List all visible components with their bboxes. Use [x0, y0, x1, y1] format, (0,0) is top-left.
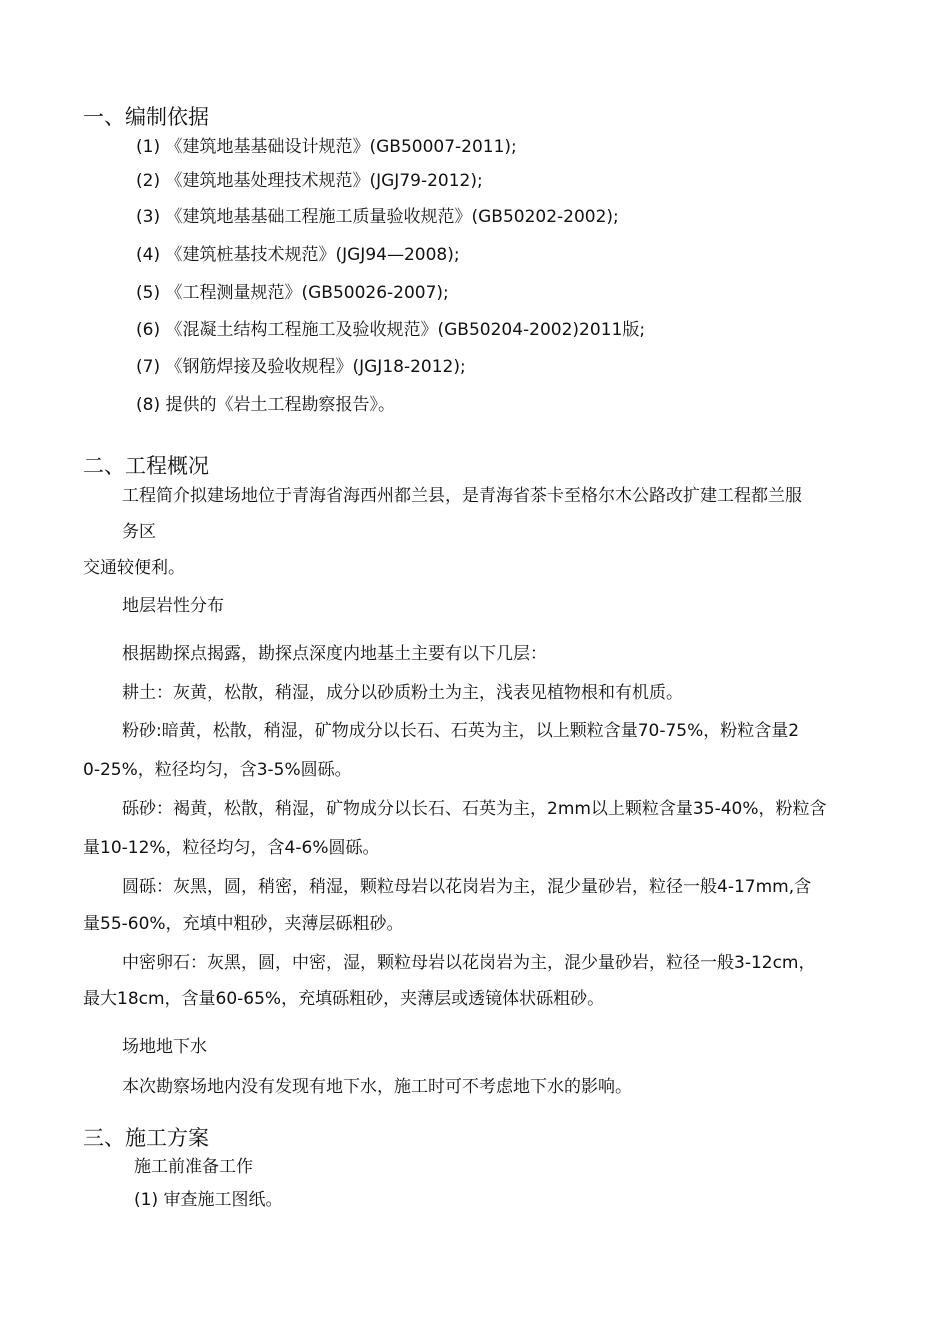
reference-item-6: (6) 《混凝土结构工程施工及验收规范》(GB50204-2002)2011版; [136, 320, 646, 340]
round-gravel-line2: 量55-60%，充填中粗砂，夹薄层砾粗砂。 [83, 914, 404, 934]
reference-item-7: (7) 《钢筋焊接及验收规程》(JGJ18-2012); [136, 357, 466, 377]
strata-heading: 地层岩性分布 [122, 596, 224, 616]
soil-tillage: 耕土：灰黄，松散，稍湿，成分以砂质粉土为主，浅表见植物根和有机质。 [122, 683, 683, 703]
groundwater-heading: 场地地下水 [122, 1037, 207, 1057]
reference-item-3: (3) 《建筑地基基础工程施工质量验收规范》(GB50202-2002); [136, 207, 619, 227]
project-intro-line2: 务区 [122, 522, 156, 542]
reference-item-5: (5) 《工程测量规范》(GB50026-2007); [136, 283, 449, 303]
prep-item-1: (1) 审查施工图纸。 [134, 1190, 283, 1210]
groundwater-text: 本次勘察场地内没有发现有地下水，施工时可不考虑地下水的影响。 [122, 1077, 632, 1097]
prep-heading: 施工前准备工作 [134, 1157, 253, 1177]
gravel-sand-line1: 砾砂：褐黄，松散，稍湿，矿物成分以长石、石英为主，2mm以上颗粒含量35-40%，粉粒含 [122, 799, 827, 819]
reference-item-2: (2) 《建筑地基处理技术规范》(JGJ79-2012); [136, 171, 483, 191]
reference-item-1: (1) 《建筑地基基础设计规范》(GB50007-2011); [136, 137, 517, 157]
section-2-title: 二、工程概况 [83, 454, 209, 478]
reference-item-4: (4) 《建筑桩基技术规范》(JGJ94—2008); [136, 245, 460, 265]
project-intro-line3: 交通较便利。 [83, 558, 185, 578]
round-gravel-line1: 圆砾：灰黑，圆，稍密，稍湿，颗粒母岩以花岗岩为主，混少量砂岩，粒径一般4-17mm,含 [122, 877, 812, 897]
section-1-title: 一、编制依据 [83, 105, 209, 129]
silt-line2: 0-25%，粒径均匀，含3-5%圆砾。 [83, 760, 352, 780]
project-intro-line1: 工程简介拟建场地位于青海省海西州都兰县，是青海省茶卡至格尔木公路改扩建工程都兰服 [122, 486, 802, 506]
section-3-title: 三、施工方案 [83, 1126, 209, 1150]
gravel-sand-line2: 量10-12%，粒径均匀，含4-6%圆砾。 [83, 838, 380, 858]
pebble-line2: 最大18cm，含量60-65%，充填砾粗砂，夹薄层或透镜体状砾粗砂。 [83, 989, 605, 1009]
strata-intro: 根据勘探点揭露，勘探点深度内地基土主要有以下几层： [122, 644, 547, 664]
silt-line1: 粉砂:暗黄，松散，稍湿，矿物成分以长石、石英为主，以上颗粒含量70-75%，粉粒含量2 [122, 721, 800, 741]
pebble-line1: 中密卵石：灰黑，圆，中密，湿，颗粒母岩以花岗岩为主，混少量砂岩，粒径一般3-12cm， [122, 953, 816, 973]
reference-item-8: (8) 提供的《岩土工程勘察报告》。 [136, 395, 395, 415]
